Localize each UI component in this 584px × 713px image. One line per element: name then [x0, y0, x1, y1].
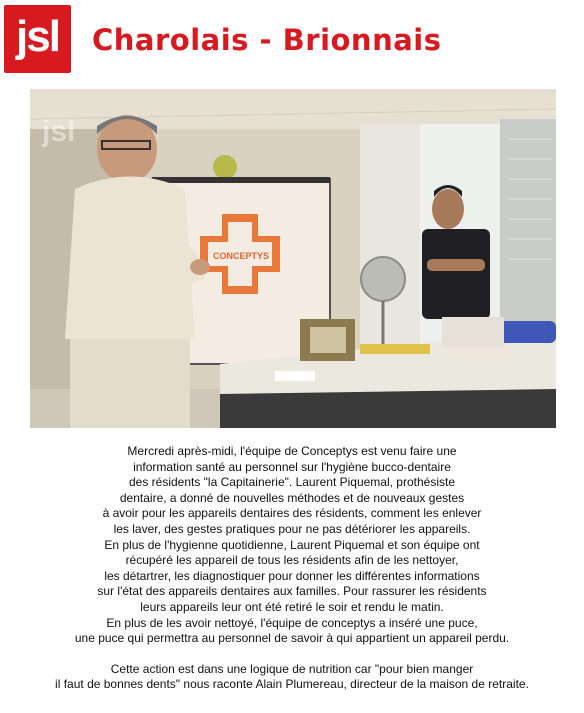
article-line: une puce qui permettra au personnel de savoir à qui appartient un appareil perdu. — [74, 631, 510, 646]
region-title: Charolais - Brionnais — [92, 23, 442, 57]
page-header — [0, 0, 584, 80]
article-line: En plus de les avoir nettoyé, l'équipe de conceptys a inséré une puce, — [106, 615, 478, 630]
article-line: à avoir pour les appareils dentaires des résidents, comment les enlever — [102, 506, 482, 521]
photo-watermark: jsl — [42, 115, 76, 148]
screen-brand-text: CONCEPTYS — [212, 251, 270, 261]
article-photo — [30, 89, 556, 428]
article-closing-line: Cette action est dans une logique de nutrition car "pour bien manger — [110, 661, 474, 676]
article-line: En plus de l'hygienne quotidienne, Laurent Piquemal et son équipe ont — [104, 537, 480, 552]
photo-illustration — [30, 89, 556, 428]
article-line: récupéré les appareil de tous les résidents afin de les nettoyer, — [125, 553, 459, 568]
article-line: sur l'état des appareils dentaires aux familles. Pour rassurer les résidents — [97, 584, 487, 599]
article-line: les détartrer, les diagnostiquer pour donner les différentes informations — [104, 568, 480, 583]
article-line: dentaire, a donné de nouvelles méthodes et de nouveaux gestes — [119, 490, 465, 505]
jsl-logo-text: jsl — [16, 12, 59, 61]
article-line: information santé au personnel sur l'hygiène bucco-dentaire — [133, 459, 451, 474]
article-line: leurs appareils leur ont été retiré le soir et rendu le matin. — [140, 599, 444, 614]
article-line: Mercredi après-midi, l'équipe de Conceptys est venu faire une — [127, 444, 457, 458]
paragraph-gap — [20, 647, 564, 662]
article-body — [20, 444, 564, 693]
article-line: les laver, des gestes pratiques pour ne pas détériorer les appareils. — [113, 521, 471, 536]
article-closing-line: il faut de bonnes dents" nous raconte Alain Plumereau, directeur de la maison de retraite. — [55, 677, 529, 692]
article-line: des résidents "la Capitainerie". Laurent Piquemal, prothésiste — [128, 475, 456, 490]
jsl-logo[interactable] — [4, 5, 71, 73]
